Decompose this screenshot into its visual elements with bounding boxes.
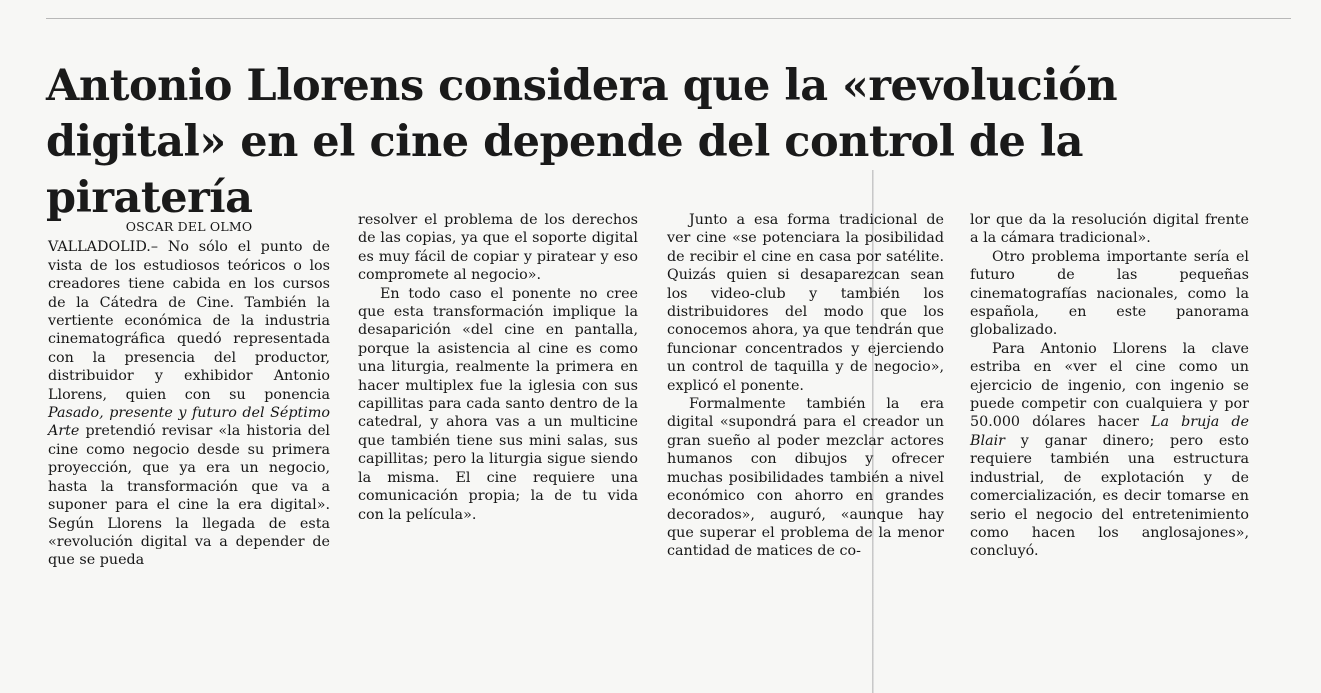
dateline: VALLADOLID.– [48,239,158,256]
italic-title: La bruja de Blair [970,414,1249,449]
column-3 [667,211,944,561]
paragraph-text: y ganar dinero; pero esto requiere también una estructura industrial, de explotación y de comercialización, es decir tomarse en serio el negocio del entretenimiento como hacen los anglosajones», concluyó. [970,432,1249,560]
byline: OSCAR DEL OLMO [125,219,253,234]
column-4 [970,211,1249,561]
paragraph: Otro problema importante sería el futuro de las pequeñas cinematografías nacionales, como la española, en este panorama globalizado. [970,248,1249,339]
column-1 [48,218,330,570]
paragraph-text: No sólo el punto de vista de los estudiosos teóricos o los creadores tiene cabida en los cursos de la Cátedra de Cine. También la vertiente económica de la industria cinematográfica quedó representada con la presencia del productor, distribuidor y exhibidor Antonio Llorens, quien con su ponencia [48,239,330,403]
paragraph-text: pretendió revisar «la historia del cine como negocio desde su primera proyección, que ya era un negocio, hasta la transformación que va a suponer para el cine la era digital». Según Llorens la llegada de esta «revolución digital va a depender de que se pueda [48,423,330,569]
top-rule [46,18,1291,19]
paragraph [48,238,330,569]
paragraph [970,340,1249,561]
paragraph: lor que da la resolución digital frente a la cámara tradicional». [970,212,1249,247]
paragraph: En todo caso el ponente no cree que esta transformación implique la desaparición «del cine en pantalla, porque la asistencia al cine es como una liturgia, realmente la primera en hacer multiplex fue la iglesia con sus capillitas para cada santo dentro de la catedral, y ahora vas a un multicine que también tiene sus mini salas, sus capillitas; pero la liturgia sigue siendo la misma. El cine requiere una comunicación propia; la de tu vida con la película». [358,285,638,523]
paragraph: Formalmente también la era digital «supondrá para el creador un gran sueño al poder mezclar actores humanos con dibujos y ofrecer muchas posibilidades también a nivel económico con ahorro en grandes decorados», auguró, «aunque hay que superar el problema de la menor cantidad de matices de co- [667,396,944,560]
paragraph-text: Para Antonio Llorens la clave estriba en «ver el cine como un ejercicio de ingenio, con ingenio se puede competir con cualquiera y por 50.000 dólares hacer [970,340,1249,431]
headline: Antonio Llorens considera que la «revolución digital» en el cine depende del control de la piratería [46,61,1118,223]
italic-title: Pasado, presente y futuro del Séptimo Arte [48,405,330,440]
column-2 [358,211,638,524]
paragraph: resolver el problema de los derechos de las copias, ya que el soporte digital es muy fácil de copiar y piratear y eso compromete al negocio». [358,212,638,284]
paragraph: Junto a esa forma tradicional de ver cine «se potenciara la posibilidad de recibir el cine en casa por satélite. Quizás quien si desaparezcan sean los video-club y también los distribuidores del modo que los conocemos ahora, ya que tendrán que funcionar concentrados y ejerciendo un control de taquilla y de negocio», explicó el ponente. [667,212,944,394]
